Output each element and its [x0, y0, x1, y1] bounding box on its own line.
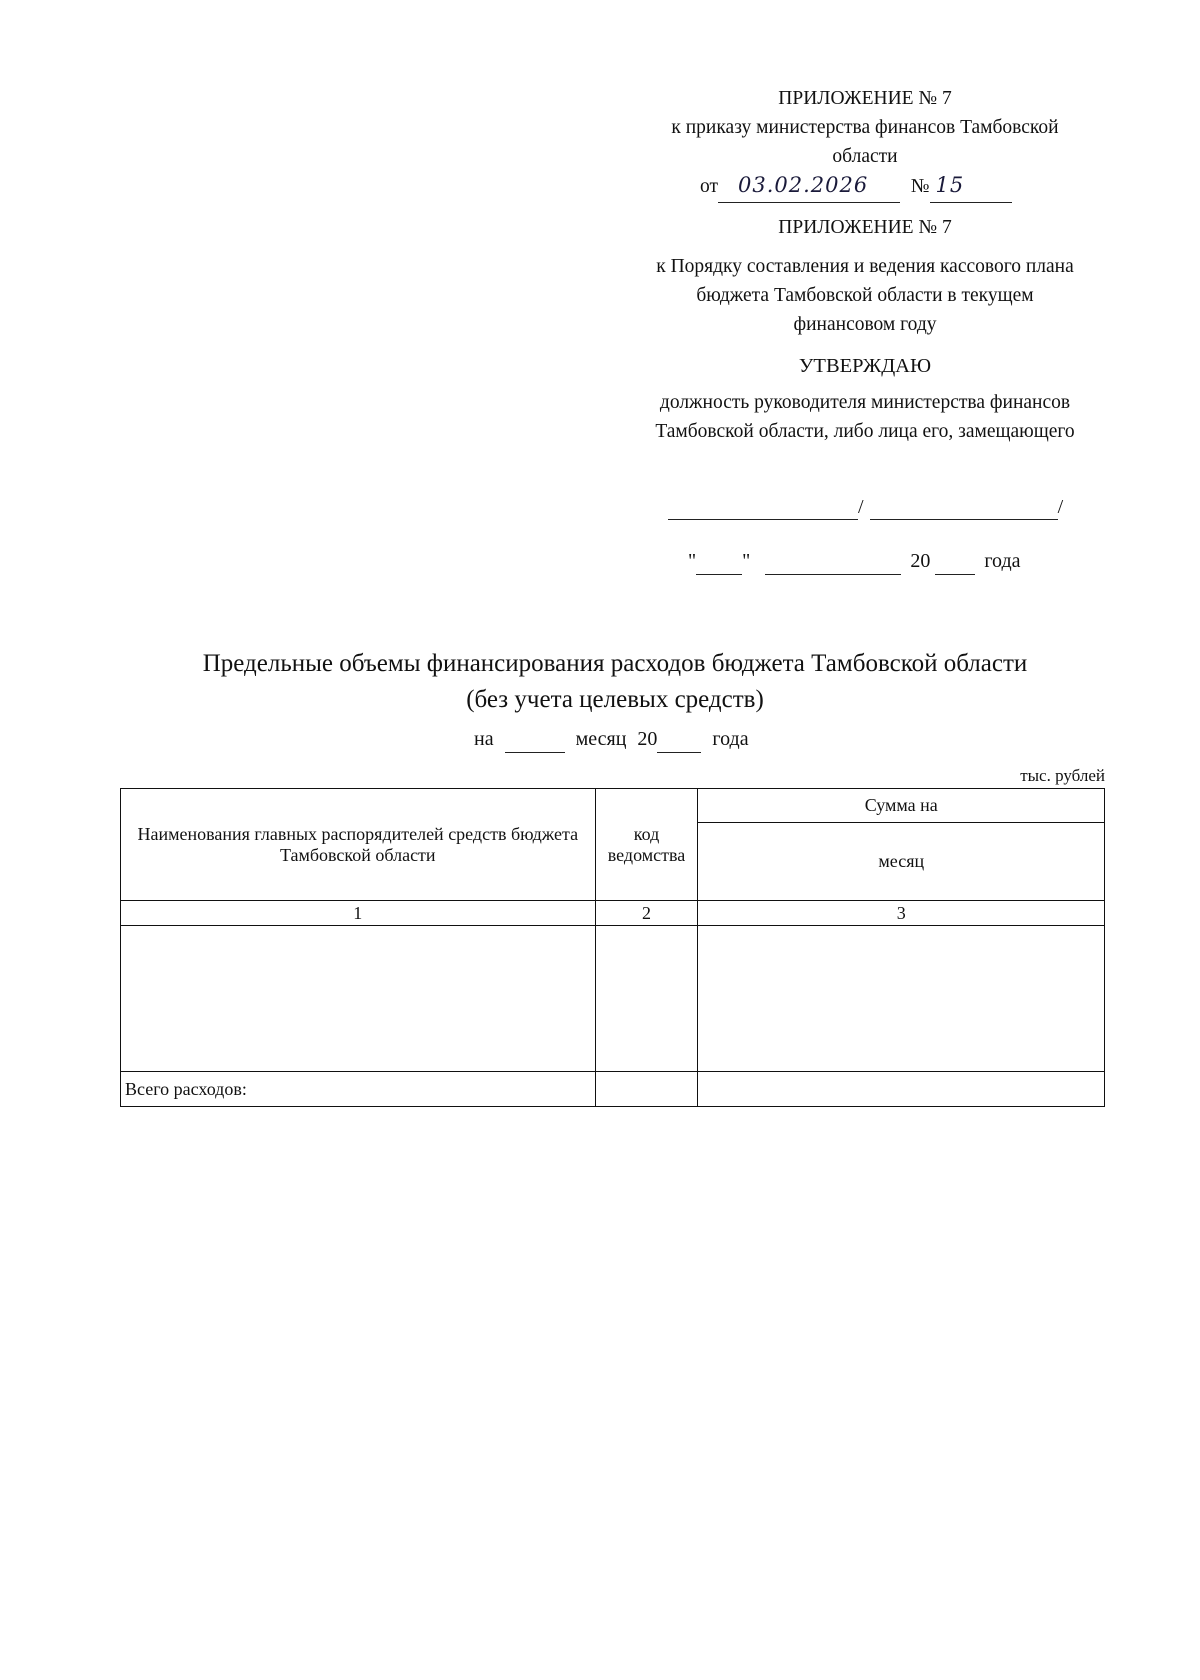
date-year-suffix: года [984, 550, 1021, 572]
col2-header-line2: ведомства [607, 844, 686, 865]
table-header-row-top [121, 789, 1105, 823]
date-day-field [696, 548, 742, 575]
order-date-handwritten: 03.02.2026 [738, 173, 869, 197]
appendix-title-2: ПРИЛОЖЕНИЕ № 7 [778, 217, 952, 238]
col2-header-line1: код [633, 823, 660, 844]
col1-header [121, 789, 596, 901]
col3-header-bottom-text: месяц [878, 851, 925, 871]
document-title-line1: Предельные объемы финансирования расходов бюджета Тамбовской области [202, 650, 1028, 677]
period-suffix: года [712, 728, 749, 750]
order-number-handwritten: 15 [935, 173, 965, 197]
signature-separator: / [858, 496, 864, 518]
total-label: Всего расходов: [121, 1072, 596, 1107]
order-reference [600, 113, 1130, 171]
procedure-line3: финансовом году [793, 314, 937, 335]
data-cell-name [121, 926, 596, 1072]
procedure-reference [600, 252, 1130, 339]
approval-date-line [688, 548, 1021, 575]
col3-header-bottom [698, 823, 1105, 901]
signature-line [668, 495, 1063, 520]
approve-heading: УТВЕРЖДАЮ [798, 355, 932, 377]
period-year-field [657, 726, 701, 753]
financing-table [120, 788, 1105, 1107]
col3-header-top [698, 789, 1105, 823]
col1-header-text: Наименования главных распорядителей средств бюджета Тамбовской области [137, 823, 579, 865]
order-date-field [718, 170, 900, 203]
col3-header-top-text: Сумма на [864, 795, 938, 815]
total-code [595, 1072, 698, 1107]
total-row [121, 1072, 1105, 1107]
column-number-row [121, 901, 1105, 926]
col2-header [595, 789, 698, 901]
order-reference-line2: области [832, 146, 898, 167]
signature-end: / [1057, 496, 1064, 518]
date-close-quote: " [742, 550, 751, 572]
date-open-quote: " [688, 550, 697, 572]
procedure-line1: к Порядку составления и ведения кассового плана [656, 256, 1074, 277]
from-prefix: от [700, 176, 719, 197]
signature-name-field [870, 495, 1058, 520]
order-date-number-line [700, 170, 1012, 203]
column-number-3: 3 [698, 901, 1105, 926]
position-line1: должность руководителя министерства финансов [659, 392, 1071, 413]
units-label: тыс. рублей [1020, 766, 1105, 785]
period-month-field [505, 726, 565, 753]
document-title-line2: (без учета целевых средств) [466, 686, 764, 713]
period-month-label: месяц [575, 728, 627, 750]
column-number-2: 2 [595, 901, 698, 926]
position-line2: Тамбовской области, либо лица его, замещающего [655, 421, 1075, 442]
signature-field [668, 495, 858, 520]
period-year-prefix: 20 [637, 728, 658, 750]
order-reference-line1: к приказу министерства финансов Тамбовской [671, 117, 1059, 138]
column-number-1: 1 [121, 901, 596, 926]
procedure-line2: бюджета Тамбовской области в текущем [696, 285, 1034, 306]
number-prefix: № [910, 176, 930, 197]
date-month-field [765, 548, 901, 575]
approver-position [600, 388, 1130, 446]
date-year-prefix: 20 [910, 550, 931, 572]
period-line [474, 726, 749, 753]
document-title [100, 646, 1130, 718]
data-cell-code [595, 926, 698, 1072]
data-cell-sum [698, 926, 1105, 1072]
date-year-field [935, 548, 975, 575]
total-sum [698, 1072, 1105, 1107]
table-row [121, 926, 1105, 1072]
order-number-field [930, 170, 1012, 203]
period-prefix: на [474, 728, 494, 750]
appendix-title: ПРИЛОЖЕНИЕ № 7 [778, 88, 952, 109]
